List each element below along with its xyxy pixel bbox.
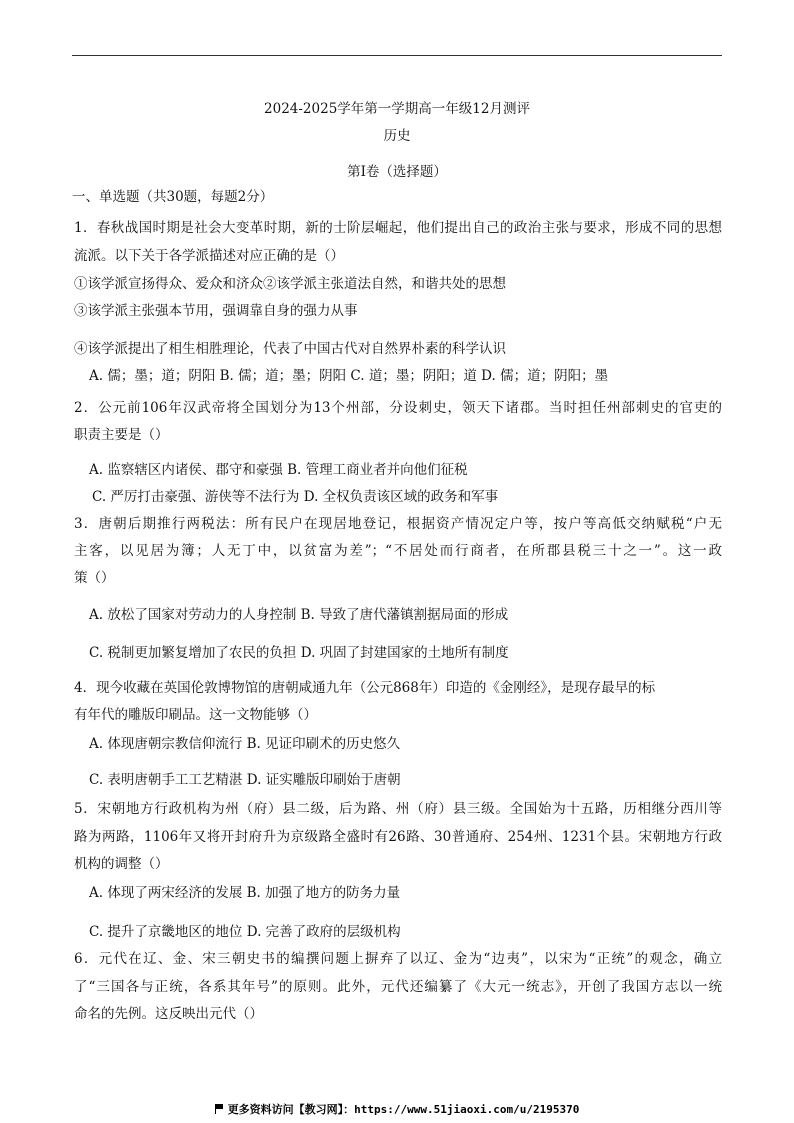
- q2-stem-line1: 2．公元前106年汉武帝将全国划分为13个州部，分设刺史，领天下诸郡。当时担任州部刺史的官吏的: [74, 400, 722, 416]
- volume-title: 第I卷（选择题）: [347, 164, 447, 180]
- flag-icon: [215, 1104, 224, 1114]
- footer-text[interactable]: 更多资料访问【教习网】：https://www.51jiaoxi.com/u/2195370: [227, 1103, 580, 1116]
- q4-stem-line2: 有年代的雕版印刷品。这一文物能够（）: [74, 707, 317, 723]
- q1-statement-4: ④该学派提出了相生相胜理论，代表了中国古代对自然界朴素的科学认识: [74, 341, 506, 357]
- exam-title: 2024-2025学年第一学期高一年级12月测评: [264, 101, 530, 117]
- q1-options: A. 儒；墨；道；阴阳 B. 儒；道；墨；阴阳 C. 道；墨；阴阳；道 D. 儒；道；阴阳；墨: [89, 368, 609, 384]
- q6-stem-line2: 了“三国各与正统，各系其年号”的原则。此外，元代还编纂了《大元一统志》，开创了我国方志以一统: [74, 979, 722, 995]
- q1-statement-1-2: ①该学派宣扬得众、爱众和济众②该学派主张道法自然，和谐共处的思想: [74, 276, 506, 292]
- q3-stem-line3: 策（）: [74, 570, 115, 586]
- subject-title: 历史: [383, 128, 411, 144]
- q3-options-ab: A. 放松了国家对劳动力的人身控制 B. 导致了唐代藩镇割据局面的形成: [89, 607, 509, 623]
- q2-options-ab: A. 监察辖区内诸侯、郡守和豪强 B. 管理工商业者并向他们征税: [89, 462, 468, 478]
- q4-options-ab: A. 体现唐朝宗教信仰流行 B. 见证印刷术的历史悠久: [89, 736, 401, 752]
- header-rule: [72, 55, 722, 56]
- q5-stem-line3: 机构的调整（）: [74, 856, 169, 872]
- q3-options-cd: C. 税制更加繁复增加了农民的负担 D. 巩固了封建国家的土地所有制度: [89, 645, 509, 661]
- q1-stem-line2: 流派。以下关于各学派描述对应正确的是（）: [74, 248, 344, 264]
- q1-stem-line1: 1．春秋战国时期是社会大变革时期，新的士阶层崛起，他们提出自己的政治主张与要求，形成不同的思想: [74, 220, 722, 236]
- q5-options-ab: A. 体现了两宋经济的发展 B. 加强了地方的防务力量: [89, 885, 401, 901]
- q4-stem-line1: 4．现今收藏在英国伦敦博物馆的唐朝咸通九年（公元868年）印造的《金刚经》，是现存最早的标: [74, 680, 656, 696]
- q5-stem-line2: 路为两路，1106年又将开封府升为京级路全盛时有26路、30普通府、254州、1231个县。宋朝地方行政: [74, 829, 722, 845]
- q3-stem-line2: 主客，以见居为簿；人无丁中，以贫富为差”；“不居处而行商者，在所郡县税三十之一”。这一政: [74, 543, 722, 559]
- q6-stem-line3: 命名的先例。这反映出元代（）: [74, 1006, 263, 1022]
- q2-stem-line2: 职责主要是（）: [74, 427, 169, 443]
- q5-options-cd: C. 提升了京畿地区的地位 D. 完善了政府的层级机构: [89, 924, 401, 940]
- q4-options-cd: C. 表明唐朝手工工艺精湛 D. 证实雕版印刷始于唐朝: [89, 772, 401, 788]
- q5-stem-line1: 5．宋朝地方行政机构为州（府）县二级，后为路、州（府）县三级。全国始为十五路，历相继分西川等: [74, 801, 722, 817]
- section-heading: 一、单选题（共30题，每题2分）: [72, 189, 274, 205]
- q2-options-cd: C. 严厉打击豪强、游侠等不法行为 D. 全权负责该区域的政务和军事: [92, 489, 499, 505]
- q1-statement-3: ③该学派主张强本节用，强调靠自身的强力从事: [74, 303, 358, 319]
- footer-link[interactable]: [0, 1101, 794, 1117]
- q6-stem-line1: 6．元代在辽、金、宋三朝史书的编撰问题上摒弃了以辽、金为“边夷”，以宋为“正统”的观念，确立: [74, 951, 722, 967]
- q3-stem-line1: 3．唐朝后期推行两税法：所有民户在现居地登记，根据资产情况定户等，按户等高低交纳赋税“户无: [74, 516, 722, 532]
